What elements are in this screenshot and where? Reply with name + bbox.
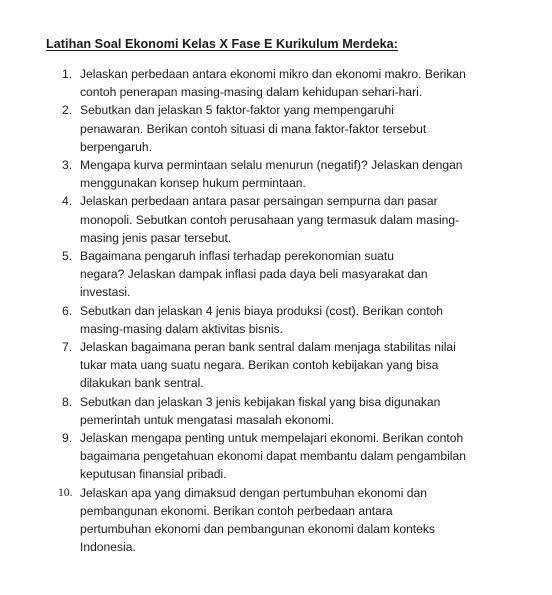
question-number: 10. xyxy=(58,485,73,499)
question-item xyxy=(62,393,502,429)
question-text-line: menggunakan konsep hukum permintaan. xyxy=(80,176,306,191)
question-text-line: Sebutkan dan jelaskan 4 jenis biaya produksi (cost). Berikan contoh xyxy=(80,303,444,318)
question-number: 7. xyxy=(62,340,73,355)
question-number: 4. xyxy=(62,194,73,209)
question-text-line: Sebutkan dan jelaskan 5 faktor-faktor yang mempengaruhi xyxy=(80,103,394,118)
question-text-line: contoh penerapan masing-masing dalam kehidupan sehari-hari. xyxy=(80,85,423,100)
question-number: 8. xyxy=(62,394,73,409)
question-item xyxy=(62,101,502,156)
question-item xyxy=(62,429,502,484)
question-text-line: pemerintah untuk mengatasi masalah ekonomi. xyxy=(80,412,335,427)
question-text-line: pertumbuhan ekonomi dan pembangunan ekonomi dalam konteks xyxy=(80,522,435,537)
question-text-line: tukar mata uang suatu negara. Berikan contoh kebijakan yang bisa xyxy=(80,358,439,373)
question-text-line: pembangunan ekonomi. Berikan contoh perbedaan antara xyxy=(80,503,393,518)
question-text-line: Jelaskan perbedaan antara pasar persaingan sempurna dan pasar xyxy=(80,194,438,209)
question-text-line: Sebutkan dan jelaskan 3 jenis kebijakan fiskal yang bisa digunakan xyxy=(80,394,441,409)
question-text-line: Jelaskan mengapa penting untuk mempelajari ekonomi. Berikan contoh xyxy=(80,431,464,446)
question-text-line: Indonesia. xyxy=(80,540,136,555)
question-item xyxy=(62,156,502,192)
question-text-line: masing jenis pasar tersebut. xyxy=(80,230,232,245)
question-number: 3. xyxy=(62,158,73,173)
question-text-line: dilakukan bank sentral. xyxy=(80,376,204,391)
question-text-line: Bagaimana pengaruh inflasi terhadap perekonomian suatu xyxy=(80,249,394,264)
question-text-line: investasi. xyxy=(80,285,131,300)
document-title: Latihan Soal Ekonomi Kelas X Fase E Kurikulum Merdeka: xyxy=(46,37,398,51)
question-list xyxy=(58,65,502,556)
question-item xyxy=(62,65,502,101)
question-text-line: berpengaruh. xyxy=(80,139,152,154)
question-number: 2. xyxy=(62,103,73,118)
question-text-line: negara? Jelaskan dampak inflasi pada daya beli masyarakat dan xyxy=(80,267,428,282)
question-number: 6. xyxy=(62,303,73,318)
question-number: 9. xyxy=(62,431,73,446)
question-text-line: monopoli. Sebutkan contoh perusahaan yang termasuk dalam masing- xyxy=(80,212,460,227)
question-text-line: penawaran. Berikan contoh situasi di mana faktor-faktor tersebut xyxy=(80,121,427,136)
question-text-line: Mengapa kurva permintaan selalu menurun (negatif)? Jelaskan dengan xyxy=(80,158,463,173)
question-text-line: Jelaskan perbedaan antara ekonomi mikro dan ekonomi makro. Berikan xyxy=(80,67,466,81)
question-item xyxy=(62,247,502,302)
question-text-line: keputusan finansial pribadi. xyxy=(80,467,227,482)
question-number: 5. xyxy=(62,249,73,264)
question-item xyxy=(62,192,502,247)
question-item xyxy=(62,302,502,338)
question-text-line: Jelaskan bagaimana peran bank sentral dalam menjaga stabilitas nilai xyxy=(80,340,456,355)
question-text-line: Jelaskan apa yang dimaksud dengan pertumbuhan ekonomi dan xyxy=(80,485,427,500)
question-text-line: bagaimana pengetahuan ekonomi dapat membantu dalam pengambilan xyxy=(80,449,466,464)
question-item xyxy=(62,338,502,393)
question-item xyxy=(58,484,502,557)
question-number: 1. xyxy=(62,67,73,81)
question-text-line: masing-masing dalam aktivitas bisnis. xyxy=(80,321,283,336)
